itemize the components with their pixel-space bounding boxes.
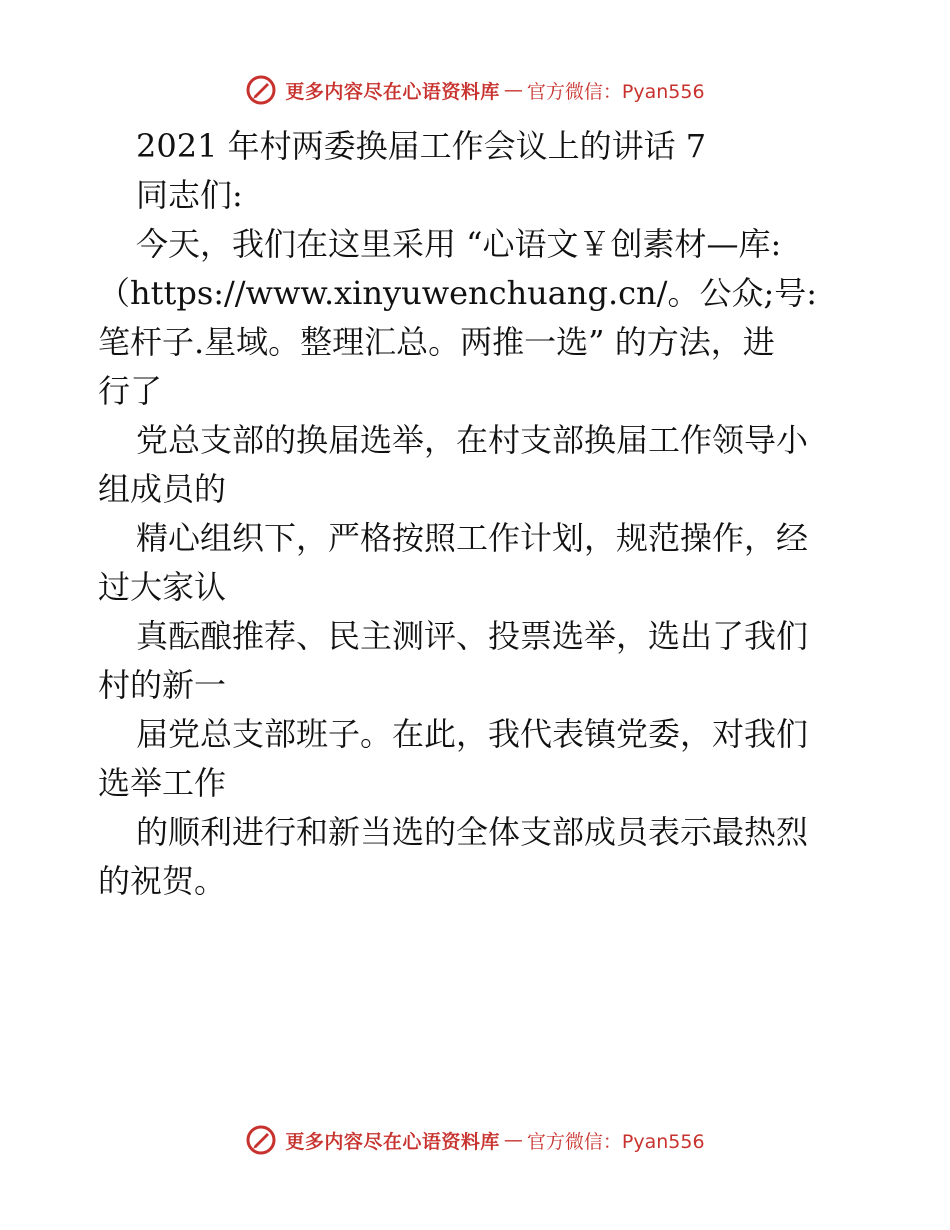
text-line: 村的新一 (98, 666, 227, 704)
text-line: 今天，我们在这里采用 “心语文￥创素材—库: (136, 225, 782, 263)
text-line: 的顺利进行和新当选的全体支部成员表示最热烈 (136, 813, 809, 851)
text-line: 组成员的 (98, 470, 227, 508)
watermark-main-text: 更多内容尽在心语资料库 (285, 80, 500, 103)
text-line: 选举工作 (98, 764, 227, 802)
salutation: 同志们: (136, 176, 243, 214)
text-line: 党总支部的换届选举，在村支部换届工作领导小 (136, 421, 809, 459)
text-line: （https://www.xinyuwenchuang.cn/。公众;号: (98, 274, 818, 312)
watermark-separator: — (503, 79, 523, 101)
text-line: 的祝贺。 (98, 862, 227, 900)
text-line: 行了 (98, 372, 163, 410)
watermark-main-text: 更多内容尽在心语资料库 (285, 1130, 500, 1153)
document-body (98, 122, 858, 906)
header-watermark (0, 70, 950, 110)
text-line: 精心组织下，严格按照工作计划，规范操作，经 (136, 519, 809, 557)
watermark-sub-text: 官方微信：Pyan556 (526, 1130, 705, 1153)
footer-watermark (0, 1120, 950, 1160)
watermark-separator: — (503, 1129, 523, 1151)
text-line: 笔杆子.星域。整理汇总。两推一选” 的方法，进 (98, 323, 775, 361)
quill-logo-icon (245, 1124, 277, 1156)
text-line: 真酝酿推荐、民主测评、投票选举，选出了我们 (136, 617, 809, 655)
watermark-sub-text: 官方微信：Pyan556 (526, 80, 705, 103)
quill-logo-icon (245, 74, 277, 106)
text-line: 届党总支部班子。在此，我代表镇党委，对我们 (136, 715, 809, 753)
text-line: 过大家认 (98, 568, 227, 606)
document-title: 2021 年村两委换届工作会议上的讲话 7 (136, 127, 707, 165)
